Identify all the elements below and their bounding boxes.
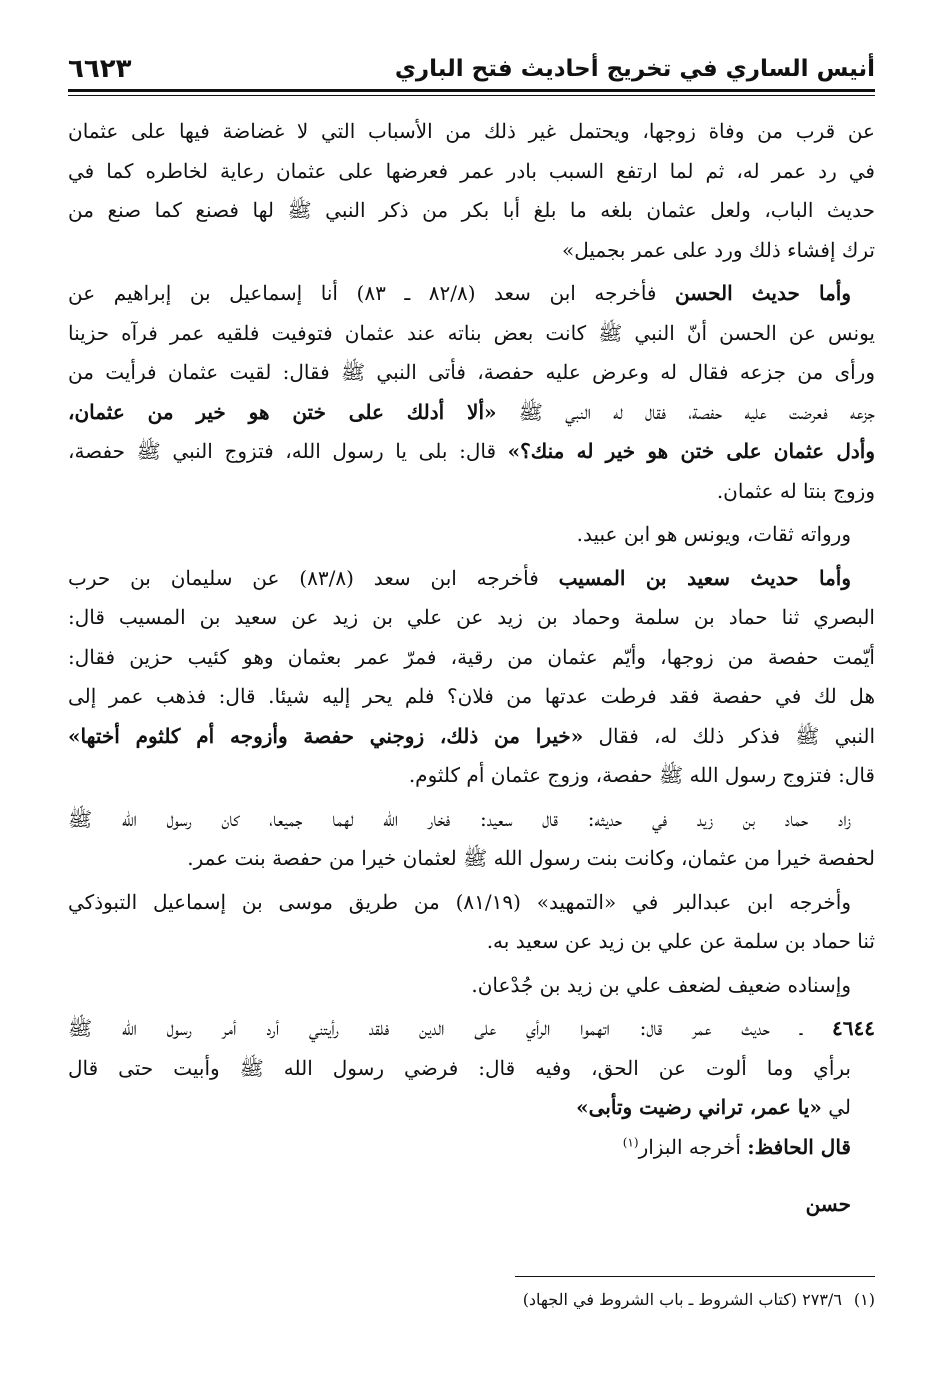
- footnote: [68, 1290, 875, 1309]
- text-line: وإسناده ضعيف لضعف علي بن زيد بن جُدْعان.: [471, 972, 851, 997]
- text-line: عن قرب من وفاة زوجها، ويحتمل غير ذلك من الأسباب التي لا غضاضة فيها على عثمان: [68, 119, 875, 143]
- text-line: جزعه فعرضت عليه حفصة، فقال له النبي ﷺ «ألا أدلك على ختن هو خير من عثمان،: [68, 399, 875, 424]
- text-line: ورواته ثقات، ويونس هو ابن عبيد.: [576, 522, 851, 546]
- text-line: وزوج بنتا له عثمان.: [716, 478, 875, 503]
- text-line: زاد حماد بن زيد في حديثه: قال سعيد: فخار الله لهما جميعا، كان رسول الله ﷺ: [68, 806, 851, 831]
- paragraph-narrators: [68, 515, 875, 555]
- page-number: ٦٦٢٣: [68, 54, 132, 84]
- quote-bold: «خيرا من ذلك، زوجني حفصة وأزوجه أم كلثوم أختها»: [68, 723, 584, 748]
- text-line: البصري ثنا حماد بن سلمة وحماد بن زيد عن علي بن زيد عن سعيد بن المسيب قال:: [68, 605, 875, 629]
- text-line: برأي وما ألوت عن الحق، وفيه قال: فرضي رسول الله ﷺ وأبيت حتى قال: [68, 1055, 851, 1080]
- text-line: حديث الباب، ولعل عثمان بلغه ما بلغ أبا بكر من ذكر النبي ﷺ لها فصنع كما صنع من: [68, 198, 875, 222]
- text-line: أيّمت حفصة من زوجها، وأيّم عثمان من رقية، فمرّ عمر بعثمان وهو كئيب حزين فقال:: [68, 644, 875, 669]
- text-line: ثنا حماد بن سلمة عن علي بن زيد عن سعيد به.: [486, 929, 875, 953]
- hafiz-label: قال الحافظ:: [747, 1134, 851, 1159]
- paragraph-isnad: [68, 966, 875, 1006]
- text-line: قال: فتزوج رسول الله ﷺ حفصة، وزوج عثمان أم كلثوم.: [408, 763, 875, 787]
- text-line: يونس عن الحسن أنّ النبي ﷺ كانت بعض بناته عند عثمان فتوفيت فلقيه عمر فرآه حزينا: [68, 320, 875, 345]
- text-line: قال الحافظ: أخرجه البزار$^{(١)}$: [622, 1134, 851, 1159]
- quote-bold: «يا عمر، تراني رضيت وتأبى»: [576, 1095, 822, 1119]
- paragraph-tamhid: [68, 883, 875, 962]
- section-heading: وأما حديث سعيد بن المسيب: [558, 565, 851, 590]
- header-rule-thin: [68, 95, 875, 96]
- running-title: أنيس الساري في تخريج أحاديث فتح الباري: [394, 56, 875, 82]
- hadith-entry: [68, 1009, 875, 1225]
- quote-bold: «ألا أدلك على ختن هو خير من عثمان،: [68, 399, 497, 424]
- footnote-rule: [515, 1276, 875, 1277]
- text-line: النبي ﷺ فذكر ذلك له، فقال «خيرا من ذلك، زوجني حفصة وأزوجه أم كلثوم أختها»: [68, 723, 875, 748]
- text-line: وأخرجه ابن عبدالبر في «التمهيد» (٨١/١٩) من طريق موسى بن إسماعيل التبوذكي: [68, 889, 851, 914]
- text-line: هل لك في حفصة فقد فرطت عدتها من فلان؟ فلم يحر إليه شيئا. قال: فذهب عمر إلى: [68, 684, 875, 708]
- paragraph-addition: [68, 800, 875, 879]
- text-line: ترك إفشاء ذلك ورد على عمر بجميل»: [562, 237, 875, 262]
- main-text: [68, 112, 875, 1225]
- text-line: وأما حديث الحسن فأخرجه ابن سعد (٨٢/٨ ـ ٨٣) أنا إسماعيل بن إبراهيم عن: [68, 281, 852, 305]
- quote-bold: وأدل عثمان على ختن هو خير له منك؟»: [507, 439, 875, 463]
- text-line: لي «يا عمر، تراني رضيت وتأبى»: [576, 1095, 851, 1119]
- footnote-marker: (١): [622, 1134, 639, 1149]
- text-line: وأما حديث سعيد بن المسيب فأخرجه ابن سعد (٨٣/٨) عن سليمان بن حرب: [68, 565, 851, 590]
- hadith-number: ٤٦٤٤: [832, 1016, 875, 1040]
- section-heading: وأما حديث الحسن: [675, 281, 852, 305]
- paragraph-1: [68, 112, 875, 270]
- footnote-number: (١): [853, 1290, 875, 1309]
- text-line: ٤٦٤٤ ـ حديث عمر قال: اتهموا الرأي على الدين فلقد رأيتني أرد أمر رسول الله ﷺ: [68, 1016, 875, 1040]
- page-header: [68, 50, 875, 92]
- paragraph-ibn-musayyab: [68, 559, 875, 796]
- text-line: وأدل عثمان على ختن هو خير له منك؟» قال: بلى يا رسول الله، فتزوج النبي ﷺ حفصة،: [68, 439, 875, 463]
- text-line: ورأى من جزعه فقال له وعرض عليه حفصة، فأتى النبي ﷺ فقال: لقيت عثمان فرأيت من: [68, 360, 875, 384]
- text-line: في رد عمر له، ثم لما ارتفع السبب بادر عمر فعرضها على عثمان رعاية لخاطره كما في: [68, 158, 875, 183]
- footnote-text: ٢٧٣/٦ (كتاب الشروط ـ باب الشروط في الجهاد): [522, 1290, 842, 1309]
- header-rule-thick: [68, 89, 875, 92]
- paragraph-hasan: [68, 274, 875, 511]
- verdict: حسن: [805, 1192, 851, 1216]
- text-line: لحفصة خيرا من عثمان، وكانت بنت رسول الله ﷺ لعثمان خيرا من حفصة بنت عمر.: [187, 846, 875, 870]
